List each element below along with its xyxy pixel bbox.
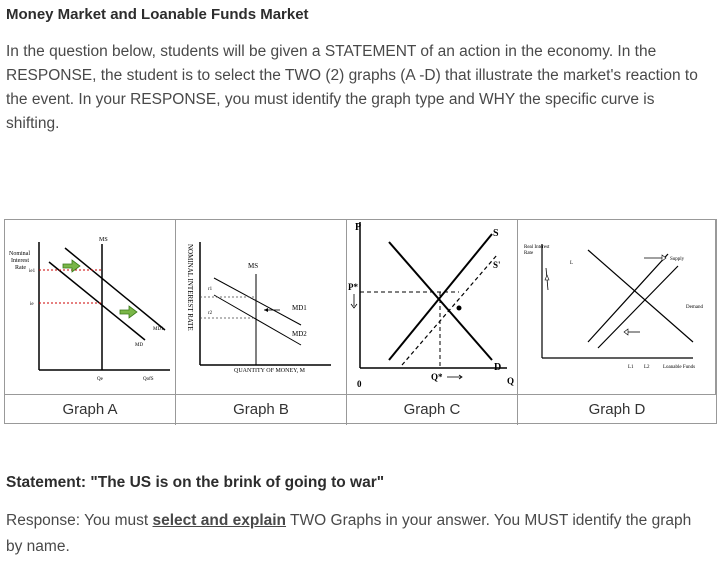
graph-c-zero-label: 0 xyxy=(357,379,362,389)
graph-a-md-label: MD xyxy=(135,343,144,348)
graph-c-s2-label: S' xyxy=(493,260,501,270)
graph-b-ms-label: MS xyxy=(248,262,259,270)
graph-d-label: Graph D xyxy=(588,401,646,418)
response-suffix: TWO Graphs in your answer. You MUST identify the graph by name. xyxy=(6,512,692,555)
graph-a-qe-label: Qe xyxy=(97,377,103,382)
graph-a-ie1-label: ie1 xyxy=(29,269,36,274)
graph-c-s-label: S xyxy=(493,228,499,239)
graph-c-qstar-label: Q* xyxy=(431,372,443,382)
graph-c-cell xyxy=(347,220,518,394)
graph-b-figure xyxy=(176,220,346,394)
graph-b-md2-label: MD2 xyxy=(292,330,307,338)
graph-d-demand-label: Demand xyxy=(686,305,703,310)
graph-d-cell xyxy=(518,220,716,394)
graph-d-l-label: L xyxy=(570,261,574,266)
intro-paragraph: In the question below, students will be given a STATEMENT of an action in the economy. In the RESPONSE, the student is to select the TWO (2) graphs (A -D) that illustrate the market's reaction to the event. In your RESPONSE, you must identify the graph type and WHY the specific curve is shifting. xyxy=(6,43,698,132)
graph-a-ylabel-1: Nominal xyxy=(9,251,30,257)
graph-a-cell xyxy=(5,220,176,394)
graph-a-qof-label: QofS xyxy=(143,377,154,382)
graph-a-bottom-arrow-icon xyxy=(120,306,137,318)
graph-b-r2-label: r2 xyxy=(208,311,213,316)
graph-d-up-arrow-icon xyxy=(545,275,549,280)
response-prefix: Response: You must xyxy=(6,512,153,529)
graph-c-p-label: P xyxy=(355,222,362,233)
graph-a-ms-label: MS xyxy=(99,237,108,243)
graph-d-l1-label: L1 xyxy=(628,365,634,370)
graph-b-cell xyxy=(176,220,347,394)
graph-b-label: Graph B xyxy=(176,395,347,425)
graph-d-ylabel-2: Rate xyxy=(524,251,534,256)
graph-a-ie-label: ie xyxy=(30,302,34,307)
response-emphasis: select and explain xyxy=(152,512,287,529)
graph-labels-row xyxy=(5,394,716,425)
page-title: Money Market and Loanable Funds Market xyxy=(6,6,309,23)
graph-a-md1-label: MD1 xyxy=(153,327,164,332)
graph-a-figure xyxy=(5,220,175,394)
graph-b-md1-label: MD1 xyxy=(292,304,307,312)
graphs-table xyxy=(4,219,717,424)
graph-b-ylabel: NOMINAL INTEREST RATE xyxy=(186,244,194,331)
graph-d-supply-label: Supply xyxy=(670,257,685,262)
graph-c-q-label: Q xyxy=(507,376,515,386)
graph-a-label: Graph A xyxy=(5,395,176,425)
graph-d-ylabel-1: Real Interest xyxy=(524,245,550,250)
graph-b-r1-label: r1 xyxy=(208,287,213,292)
graph-d-xlabel: Loanable Funds xyxy=(663,365,696,370)
graph-c-d-label: D xyxy=(494,362,502,373)
statement: Statement: "The US is on the brink of going to war" xyxy=(6,474,385,491)
graph-d-figure xyxy=(518,220,716,394)
graph-c-pstar-label: P* xyxy=(348,282,358,292)
graph-d-left-arrow-icon xyxy=(624,329,628,335)
graph-a-ylabel-3: Rate xyxy=(15,265,26,271)
graph-d-right-arrow-icon xyxy=(662,255,666,261)
graph-c-figure xyxy=(347,220,517,394)
graph-c-label: Graph C xyxy=(347,395,518,425)
response-instructions xyxy=(6,508,711,560)
graph-b-xlabel: QUANTITY OF MONEY, M xyxy=(234,368,306,374)
graph-b-shift-arrow-icon xyxy=(264,308,268,312)
graph-d-l2-label: L2 xyxy=(644,365,650,370)
graph-a-ylabel-2: Interest xyxy=(11,258,29,264)
